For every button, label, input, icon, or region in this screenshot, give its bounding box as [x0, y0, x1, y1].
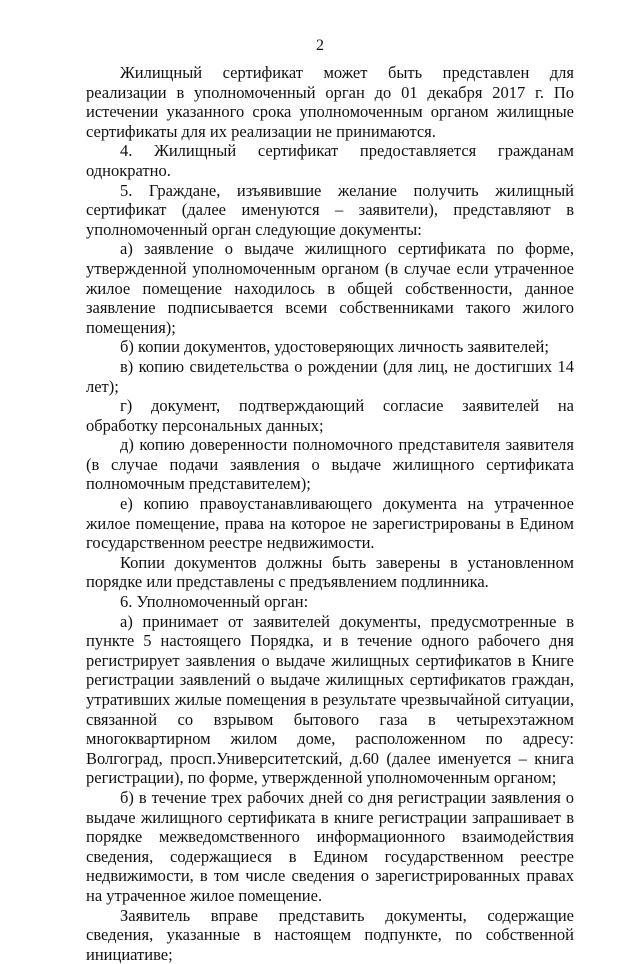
- paragraph-item-5v: в) копию свидетельства о рождении (для лиц, не достигших 14 лет);: [86, 356, 574, 396]
- paragraph-item-6a: а) принимает от заявителей документы, предусмотренные в пункте 5 настоящего Порядка, и в течение одного рабочего дня регистрирует заявления о выдаче жилищных сертификатов в Книге регистрации заявлений о выдаче жилищных сертификатов граждан, утративших жилые помещения в результате чрезвычайной ситуации, связанной со взрывом бытового газа в четырехэтажном многоквартирном жилом доме, расположенном по адресу: Волгоград, просп.Университетский, д.60 (далее именуется – книга регистрации), по форме, утвержденной уполномоченным органом;: [86, 611, 574, 788]
- document-body: [86, 63, 574, 964]
- paragraph-item-5g: г) документ, подтверждающий согласие заявителей на обработку персональных данных;: [86, 396, 574, 435]
- paragraph-item-4: 4. Жилищный сертификат предоставляется гражданам однократно.: [86, 141, 574, 180]
- paragraph-item-5a: а) заявление о выдаче жилищного сертификата по форме, утвержденной уполномоченным органом (в случае если утраченное жилое помещение находилось в общей собственности, данное заявление подписывается всеми собственниками такого жилого помещения);: [86, 239, 574, 337]
- paragraph-item-6b: б) в течение трех рабочих дней со дня регистрации заявления о выдаче жилищного сертификата в книге регистрации запрашивает в порядке межведомственного информационного взаимодействия сведения, содержащиеся в Едином государственном реестре недвижимости, в том числе сведения о зарегистрированных правах на утраченное жилое помещение.: [86, 787, 574, 905]
- paragraph-applicant-initiative: Заявитель вправе представить документы, содержащие сведения, указанные в настоящем подпункте, по собственной инициативе;: [86, 905, 574, 964]
- paragraph-item-5: 5. Граждане, изъявившие желание получить жилищный сертификат (далее именуются – заявители), представляют в уполномоченный орган следующие документы:: [86, 180, 574, 239]
- paragraph-item-5b: б) копии документов, удостоверяющих личность заявителей;: [120, 337, 549, 357]
- paragraph-item-5e: е) копию правоустанавливающего документа на утраченное жилое помещение, права на которое не зарегистрированы в Едином государственном реестре недвижимости.: [86, 494, 574, 553]
- paragraph-certificate-deadline: Жилищный сертификат может быть представлен для реализации в уполномоченный орган до 01 декабря 2017 г. По истечении указанного срока уполномоченным органом жилищные сертификаты для их реализации не принимаются.: [86, 63, 574, 141]
- paragraph-copies-certified: Копии документов должны быть заверены в установленном порядке или представлены с предъявлением подлинника.: [86, 552, 574, 592]
- page-number: 2: [316, 37, 324, 54]
- paragraph-item-6: 6. Уполномоченный орган:: [120, 592, 309, 612]
- paragraph-item-5d: д) копию доверенности полномочного представителя заявителя (в случае подачи заявления о выдаче жилищного сертификата полномочным представителем);: [86, 435, 574, 494]
